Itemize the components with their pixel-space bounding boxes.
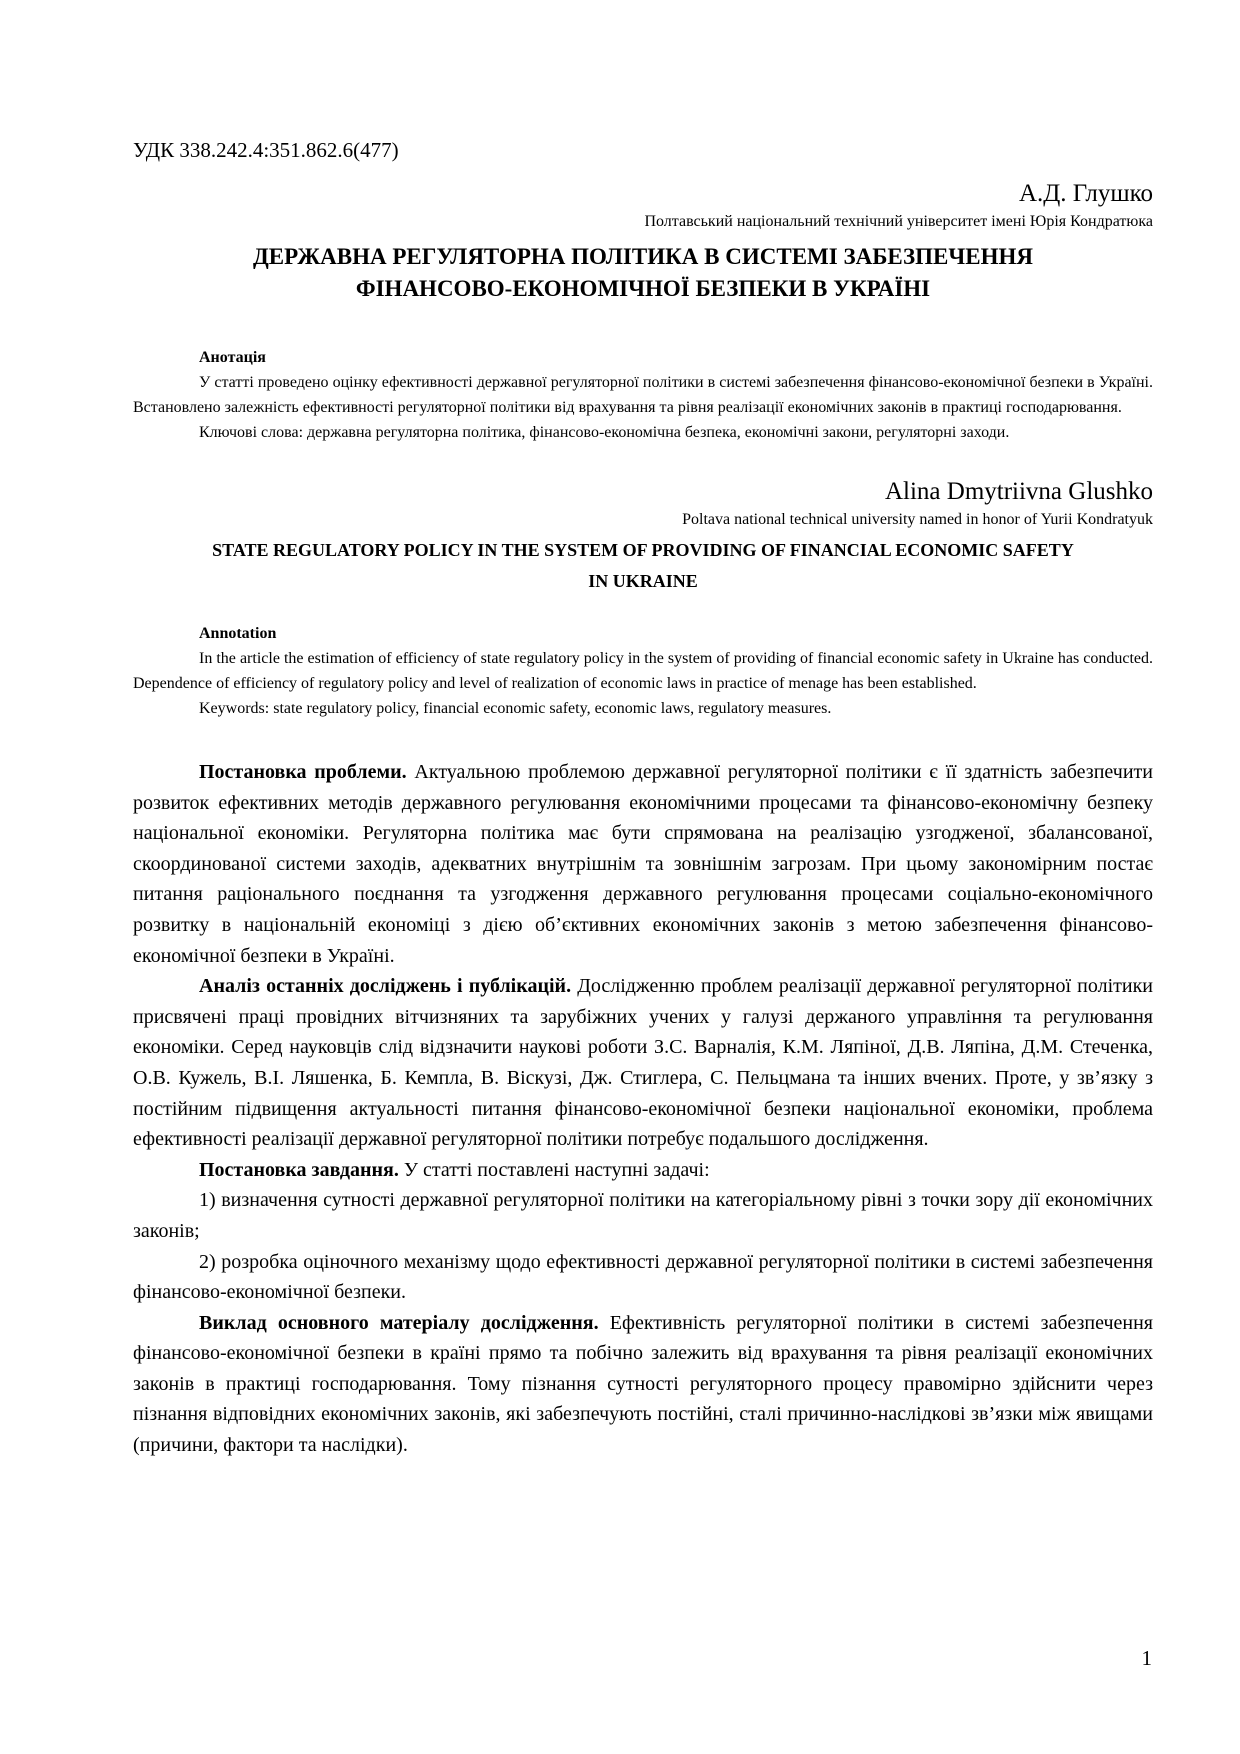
body-paragraph	[133, 1308, 1153, 1461]
paragraph-text: Дослідженню проблем реалізації державної регуляторної політики присвячені праці провідних вітчизняних та зарубіжних учених у галузі держаного управління та регулювання економіки. Серед науковців слід відзначити наукові роботи З.С. Варналія, К.М. Ляпіної, Д.В. Ляпіна, Д.М. Стеченка, О.В. Кужель, В.І. Ляшенка, Б. Кемпла, В. Віскузі, Дж. Стиглера, С. Пельцмана та інших вчених. Проте, у зв’язку з постійним підвищення актуальності питання фінансово-економічної безпеки національної економіки, проблема ефективності реалізації державної регуляторної політики потребує подальшого дослідження.	[133, 975, 1153, 1151]
author-name-english: Alina Dmytriivna Glushko	[884, 478, 1153, 505]
annotation-section-ukrainian	[133, 345, 1153, 445]
annotation-text-english: In the article the estimation of efficiency of state regulatory policy in the system of providing of financial economic safety in Ukraine has conducted. Dependence of efficiency of regulatory policy and level of realization of economic laws in practice of menage has been established.	[133, 650, 1153, 692]
paragraph-lead: Виклад основного матеріалу дослідження.	[199, 1311, 610, 1334]
body-paragraph	[133, 1247, 1153, 1308]
paragraph-text: Ефективність регуляторної політики в системі забезпечення фінансово-економічної безпеки в країні прямо та побічно залежить від врахування та рівня реалізації економічних законів в практиці господарювання. Тому пізнання сутності регуляторного процесу правомірно здійснити через пізнання відповідних економічних законів, які забезпечують постійні, сталі причинно-наслідкові зв’язки між явищами (причини, фактори та наслідки).	[133, 1311, 1153, 1457]
annotation-section-english	[133, 621, 1153, 721]
paragraph-text: 2) розробка оціночного механізму щодо ефективності державної регуляторної політики в системі забезпечення фінансово-економічної безпеки.	[133, 1250, 1153, 1304]
paragraph-text: У статті поставлені наступні задачі:	[403, 1158, 710, 1181]
paragraph-text: 1) визначення сутності державної регуляторної політики на категоріальному рівні з точки зору дії економічних законів;	[133, 1189, 1153, 1242]
affiliation-ukrainian: Полтавський національний технічний університет імені Юрія Кондратюка	[644, 213, 1153, 230]
article-title-english-line1: STATE REGULATORY POLICY IN THE SYSTEM OF PROVIDING OF FINANCIAL ECONOMIC SAFETY	[212, 540, 1074, 560]
udc-code: УДК 338.242.4:351.862.6(477)	[133, 138, 399, 162]
author-name-ukrainian: А.Д. Глушко	[1018, 180, 1153, 207]
paragraph-text: Актуальною проблемою державної регуляторної політики є її здатність забезпечити розвиток ефективних методів державного регулювання економічними процесами та фінансово-економічну безпеку національної економіки. Регуляторна політика має бути спрямована на реалізацію узгодженої, збалансованої, скоординованої системи заходів, адекватних внутрішнім та зовнішнім загрозам. При цьому закономірним постає питання раціонального поєднання та узгодження державного регулювання процесами соціально-економічного розвитку в національній економіці з дією об’єктивних економічних законів з метою забезпечення фінансово-економічної безпеки в Україні.	[133, 761, 1153, 967]
paragraph-lead: Аналіз останніх досліджень і публікацій.	[199, 975, 578, 998]
body-paragraphs	[133, 757, 1153, 1461]
page-number: 1	[1141, 1646, 1152, 1670]
body-paragraph	[133, 757, 1153, 971]
paragraph-lead: Постановка завдання.	[199, 1158, 404, 1181]
article-title-ukrainian-line1: ДЕРЖАВНА РЕГУЛЯТОРНА ПОЛІТИКА В СИСТЕМІ ЗАБЕЗПЕЧЕННЯ	[252, 244, 1034, 269]
body-paragraph	[133, 1185, 1153, 1246]
body-paragraph	[133, 971, 1153, 1155]
body-paragraph	[133, 1155, 1153, 1186]
article-title-ukrainian-line2: ФІНАНСОВО-ЕКОНОМІЧНОЇ БЕЗПЕКИ В УКРАЇНІ	[355, 276, 931, 301]
affiliation-english: Poltava national technical university named in honor of Yurii Kondratyuk	[682, 511, 1153, 528]
article-title-english-line2: IN UKRAINE	[588, 571, 698, 591]
keywords-english: Keywords: state regulatory policy, financial economic safety, economic laws, regulatory measures.	[199, 700, 832, 717]
annotation-text-ukrainian: У статті проведено оцінку ефективності державної регуляторної політики в системі забезпечення фінансово-економічної безпеки в Україні. Встановлено залежність ефективності регуляторної політики від врахування та рівня реалізації економічних законів в практиці господарювання.	[133, 374, 1153, 416]
annotation-label-ukrainian: Анотація	[199, 349, 266, 366]
paragraph-lead: Постановка проблеми.	[199, 761, 415, 783]
article-title-english	[133, 535, 1153, 597]
article-title-ukrainian	[133, 241, 1153, 305]
annotation-label-english: Annotation	[199, 625, 277, 642]
keywords-ukrainian: Ключові слова: державна регуляторна політика, фінансово-економічна безпека, економічні закони, регуляторні заходи.	[199, 424, 1010, 441]
